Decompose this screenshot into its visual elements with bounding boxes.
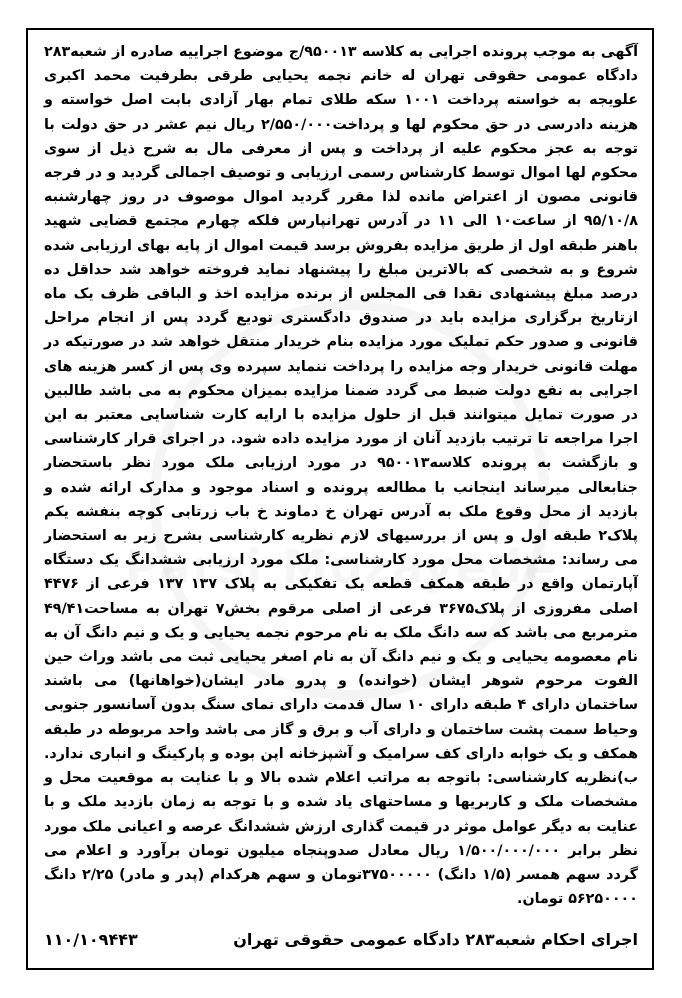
- notice-footer: [44, 926, 638, 952]
- notice-body: آگهی به موجب پرونده اجرایی به کلاسه ۹۵۰۰۱۳/ج موضوع اجراییه صادره از شعبه۲۸۳ دادگاه عمومی حقوقی تهران له خانم نجمه یحیایی طرقی بطرفیت محمد اکبری علویجه به خواسته پرداخت ۱۰۰۱ سکه طلای تمام بهار آزادی بابت اصل خواسته و هزینه دادرسی در حق محکوم لها و پرداخت۲/۵۵۰/۰۰۰ ریال نیم عشر در حق دولت با توجه به عجز محکوم علیه از پرداخت و پس از معرفی مال به شرح ذیل از سوی محکوم لها اموال توسط کارشناس رسمی ارزیابی و توصیف اجمالی گردید و در فرجه قانونی مصون از اعتراض مانده لذا مقرر گردید اموال موصوف در روز چهارشنبه ۹۵/۱۰/۸ از ساعت۱۰ الی ۱۱ در آدرس تهرانپارس فلکه چهارم مجتمع قضایی شهید باهنر طبقه اول از طریق مزایده بفروش برسد قیمت اموال از پایه بهای ارزیابی شده شروع و به شخصی که بالاترین مبلغ را پیشنهاد نماید فروخته خواهد شد حداقل ده درصد مبلغ پیشنهادی نقدا فی المجلس از برنده مزایده اخذ و الباقی ظرف یک ماه ازتاریخ برگزاری مزایده باید در صندوق دادگستری تودیع گردد پس از انجام مراحل قانونی و صدور حکم تملیک مورد مزایده بنام خریدار منتقل خواهد شد در صورتیکه در مهلت قانونی خریدار وجه مزایده را پرداخت ننماید سپرده وی پس از کسر هزینه های اجرایی به نفع دولت ضبط می گردد ضمنا مزایده بمیزان محکوم به می باشد طالبین در صورت تمایل میتوانند قبل از حلول مزایده با ارایه کارت شناسایی معتبر به این اجرا مراجعه تا ترتیب بازدید آنان از مورد مزایده داده شود. در اجرای قرار کارشناسی و بازگشت به پرونده کلاسه۹۵۰۰۱۳ در مورد ارزیابی ملک مورد نظر باستحضار جنابعالی میرساند اینجانب با مطالعه پرونده و اسناد موجود و مدارک ارائه شده و بازدید از محل وقوع ملک به آدرس تهران خ دماوند خ باب زرتابی کوچه بنفشه یکم پلاک۲ طبقه اول و پس از بررسیهای لازم نظریه کارشناسی بشرح زیر به استحضار می رساند: مشخصات محل مورد کارشناسی: ملک مورد ارزیابی ششدانگ یک دستگاه آپارتمان واقع در طبقه همکف قطعه یک تفکیکی به پلاک ۱۳۷ ۱۳۷ فرعی از ۴۴۷۶ اصلی مفروزی از پلاک۳۶۷۵ فرعی از اصلی مرقوم بخش۷ تهران به مساحت۴۹/۴۱ مترمربع می باشد که سه دانگ ملک به نام مرحوم نجمه یحیایی و یک و نیم دانگ آن به نام معصومه یحیایی و یک و نیم دانگ آن به نام اصغر یحیایی ثبت می باشد وراث حین الفوت مرحوم شوهر ایشان (خوانده) و پدرو مادر ایشان(خواهانها) می باشند ساختمان دارای ۴ طبقه دارای ۱۰ سال قدمت دارای نمای سنگ بدون آسانسور جنوبی وحیاط سمت پشت ساختمان و دارای آب و برق و گاز می باشد واحد مربوطه در طبقه همکف و یک خوابه دارای کف سرامیک و آشپزخانه اپن بوده و پارکینگ و انباری ندارد. ب)نظریه کارشناسی: باتوجه به مراتب اعلام شده بالا و با عنایت به موقعیت محل و مشخصات ملک و کاربریها و مساحتهای یاد شده و با توجه به زمان بازدید ملک و با عنایت به دیگر عوامل موثر در قیمت گذاری ارزش ششدانگ عرصه و اعیانی ملک مورد نظر برابر ۱/۵۰۰/۰۰۰/۰۰۰ ریال معادل صدوپنجاه میلیون تومان برآورد و اعلام می گردد سهم همسر (۱/۵ دانگ) ۳۷۵۰۰۰۰۰تومان و سهم هرکدام (پدر و مادر) ۲/۲۵ دانگ ۵۶۲۵۰۰۰۰ تومان.: [44, 44, 639, 908]
- issuer-signature: اجرای احکام شعبه۲۸۳ دادگاه عمومی حقوقی تهران: [233, 929, 638, 949]
- reference-number: ۱۱۰/۱۰۹۴۴۳: [44, 929, 138, 949]
